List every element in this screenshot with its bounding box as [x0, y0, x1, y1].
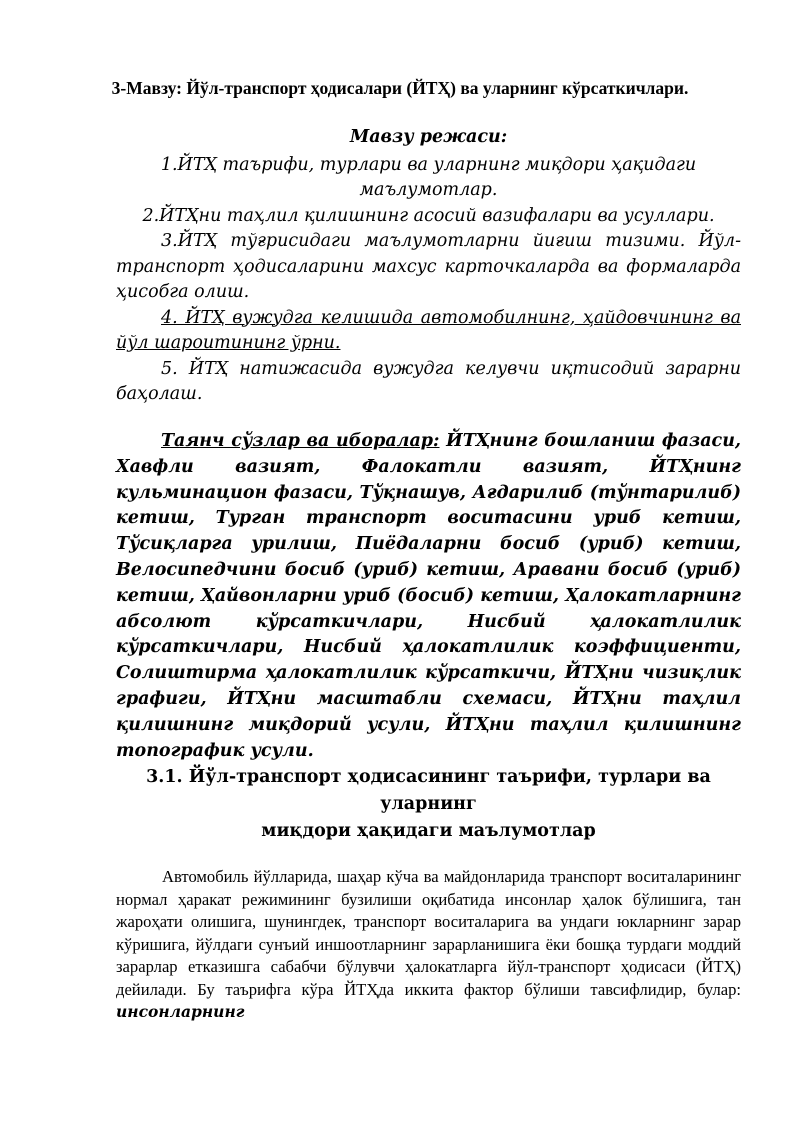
- plan-item-4: 4. ЙТҲ вужудга келишида автомобилнинг, ҳайдовчининг ва йўл шароитининг ўрни.: [116, 307, 741, 353]
- section-heading-line-1: 3.1. Йўл-транспорт ҳодисасининг таърифи, турлари ва: [146, 767, 711, 787]
- keywords-text: ЙТҲнинг бошланиш фазаси, Хавфли вазият, Фалокатли вазият, ЙТҲнинг кульминацион фазаси, Тўқнашув, Ағдарилиб (тўнтарилиб) кетиш, Турган транспорт воситасини уриб кетиш, Тўсиқларга урилиш, Пиёдаларни босиб (уриб) кетиш, Велосипедчини босиб (уриб) кетиш, Аравани босиб (уриб) кетиш, Ҳайвонларни уриб (босиб) кетиш, Ҳалокатларнинг абсолют кўрсаткичлари, Нисбий ҳалокатлилик кўрсаткичлари, Нисбий ҳалокатлилик коэффициенти, Солиштирма ҳалокатлилик кўрсаткичи, ЙТҲни чизиқлик графиги, ЙТҲни масштабли схемаси, ЙТҲни таҳлил қилишнинг миқдорий усули, ЙТҲни таҳлил қилишнинг топографик усули.: [116, 431, 742, 761]
- keywords-label: Таянч сўзлар ва иборалар:: [161, 431, 440, 451]
- plan-item-5: 5. ЙТҲ натижасида вужудга келувчи иқтисодий зарарни баҳолаш.: [116, 358, 741, 404]
- plan-heading: Мавзу режаси:: [349, 127, 508, 147]
- section-heading-line-2: уларнинг: [380, 794, 477, 814]
- plan-item-3: 3.ЙТҲ тўғрисидаги маълумотларни йиғиш тизими. Йўл-транспорт ҳодисаларини махсус карточкаларда ва формаларда ҳисобга олиш.: [116, 231, 741, 302]
- body-paragraph: [116, 866, 741, 1024]
- plan-item-2: 2.ЙТҲни таҳлил қилишнинг асосий вазифалари ва усуллари.: [142, 205, 715, 226]
- body-paragraph-text: Автомобиль йўлларида, шаҳар кўча ва майдонларида транспорт воситаларининг нормал ҳаракат режимининг бузилиши оқибатида инсонлар ҳалок бўлишига, тан жароҳати олишига, шунингдек, транспорт воситаларига ва ундаги юкларнинг зарар кўришига, йўлдаги сунъий иншоотларнинг зарарланишига ёки бошқа турдаги моддий зарарлар етказишга сабабчи бўлувчи ҳалокатларга йўл-транспорт ҳодисаси (ЙТҲ) дейилади. Бу таърифга кўра ЙТҲда иккита фактор бўлиши тавсифлидир, булар:: [116, 867, 741, 999]
- body-emphasis: инсонларнинг: [116, 1002, 245, 1021]
- section-heading: [116, 764, 741, 845]
- topic-plan: [116, 125, 741, 408]
- topic-title: 3-Мавзу: Йўл-транспорт ҳодисалари (ЙТҲ) ва уларнинг кўрсаткичлари.: [111, 78, 689, 98]
- keywords-paragraph: [116, 429, 741, 764]
- plan-item-1: 1.ЙТҲ таърифи, турлари ва уларнинг миқдори ҳақидаги маълумотлар.: [160, 154, 697, 200]
- section-heading-line-3: миқдори ҳақидаги маълумотлар: [261, 821, 596, 841]
